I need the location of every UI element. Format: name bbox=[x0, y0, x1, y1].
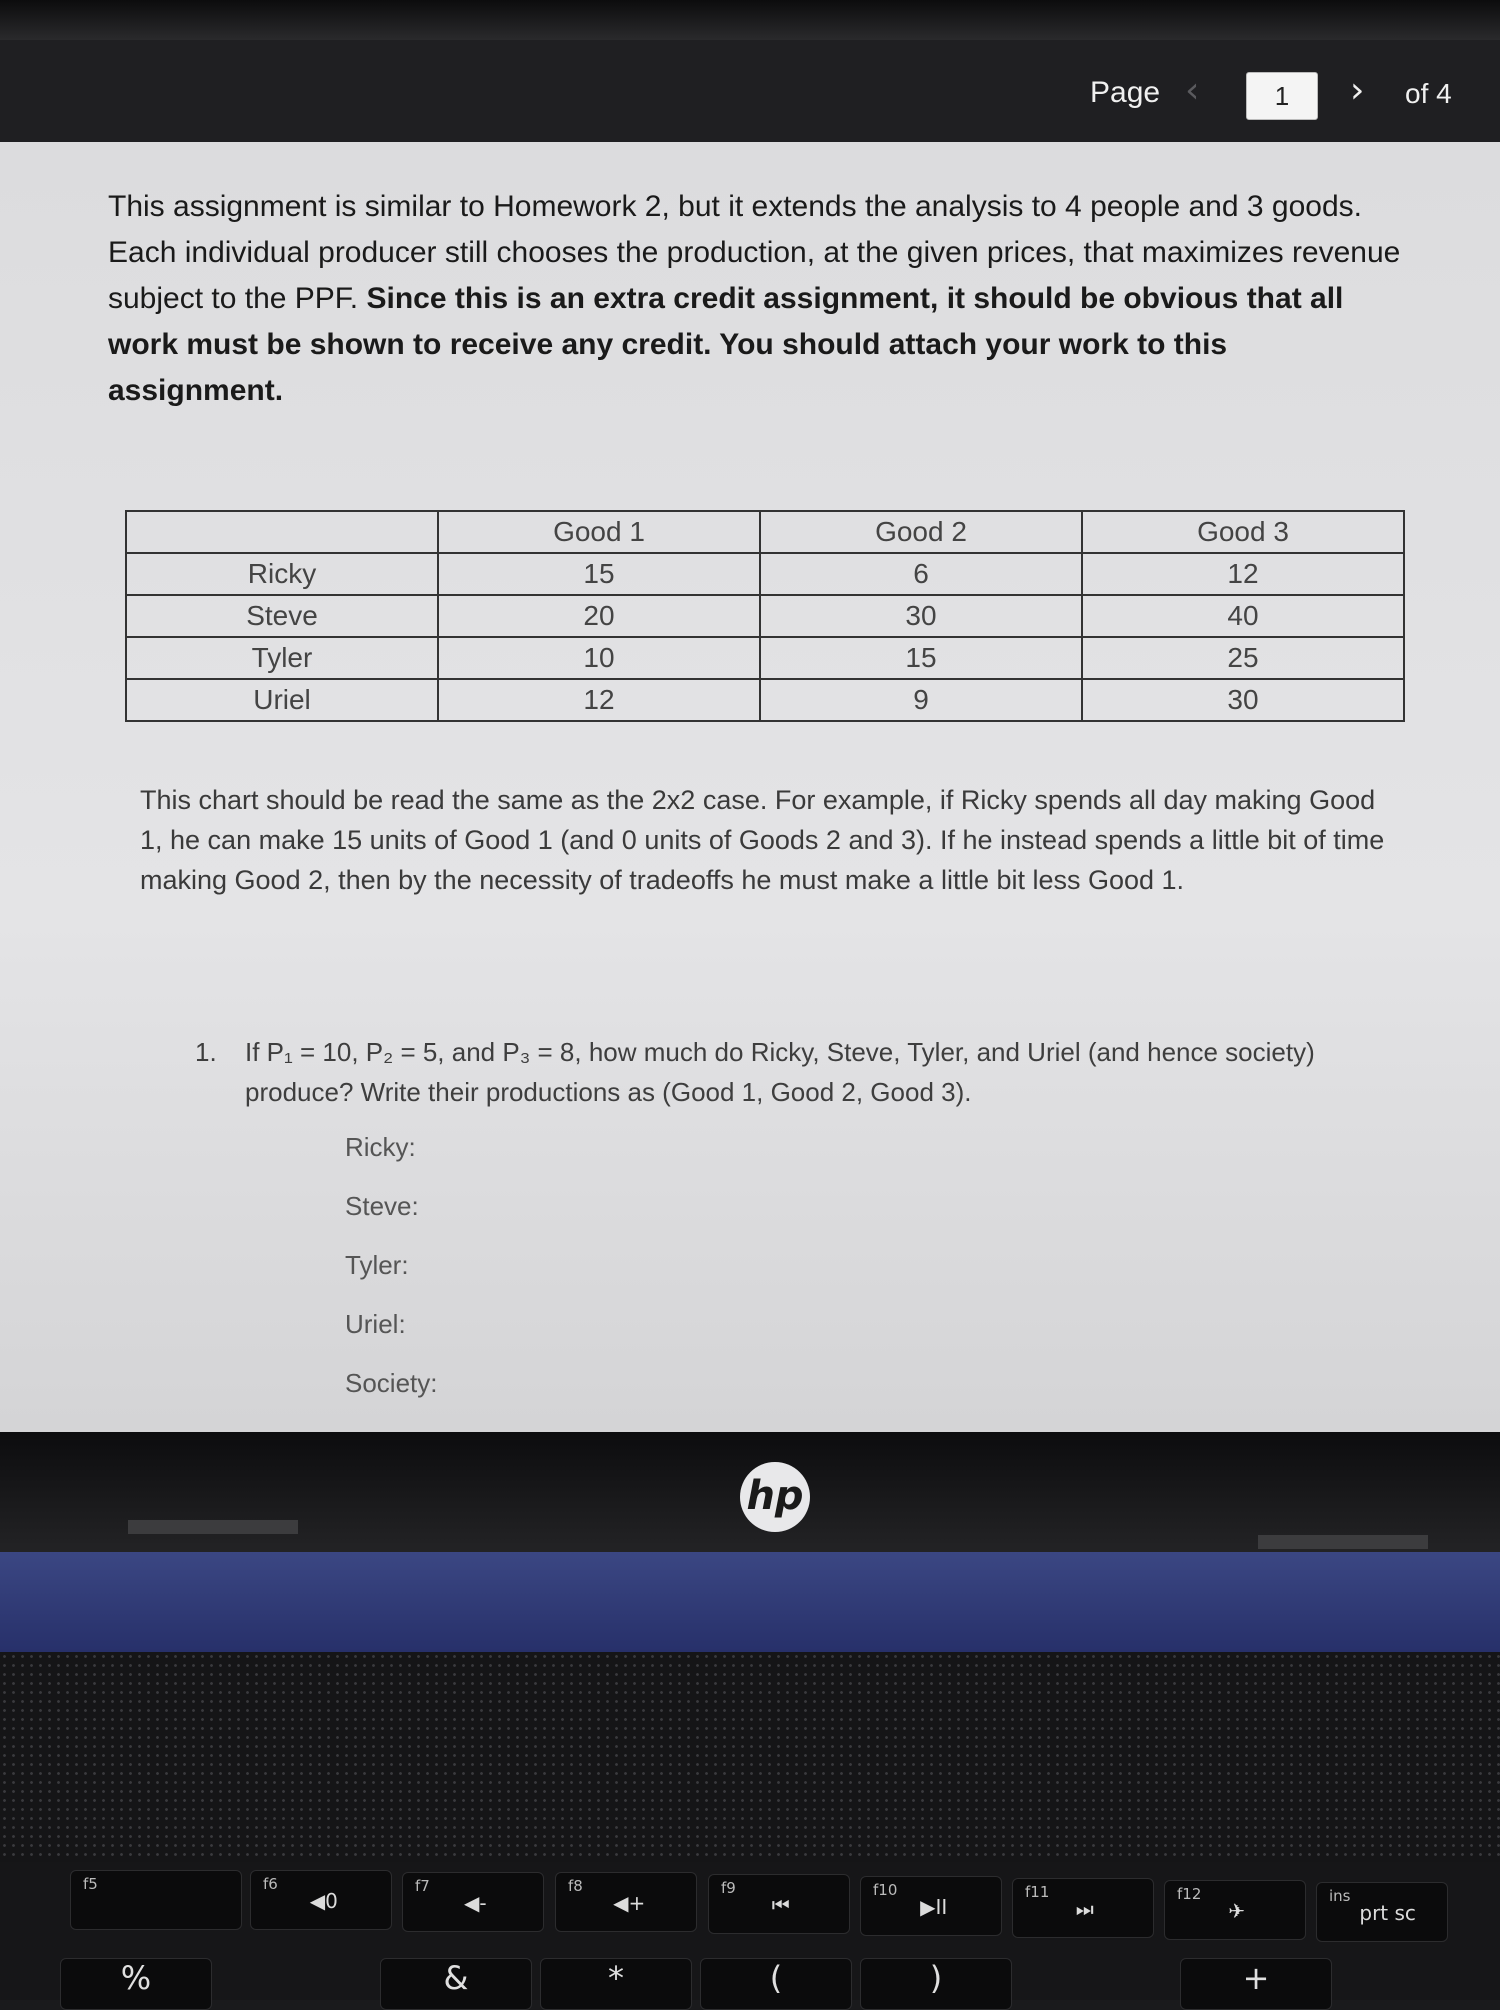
key-f10[interactable] bbox=[860, 1876, 1002, 1936]
speaker-grille bbox=[0, 1652, 1500, 1892]
table-cell: 30 bbox=[760, 595, 1082, 637]
key-label: f11 bbox=[1025, 1883, 1050, 1901]
intro-paragraph bbox=[108, 184, 1408, 414]
page-label: Page bbox=[1090, 76, 1161, 109]
chevron-right-icon[interactable]: › bbox=[1350, 70, 1365, 111]
question-1 bbox=[195, 1032, 1345, 1112]
document-page bbox=[0, 142, 1500, 1432]
person-name: Uriel bbox=[126, 679, 438, 721]
table-cell: 25 bbox=[1082, 637, 1404, 679]
answer-label-steve: Steve: bbox=[345, 1191, 419, 1221]
table-row bbox=[126, 679, 1404, 721]
key-asterisk[interactable]: * bbox=[540, 1958, 692, 2010]
key-paren-open[interactable]: ( bbox=[700, 1958, 852, 2010]
question-number: 1. bbox=[195, 1037, 217, 1067]
key-label: f7 bbox=[415, 1877, 430, 1895]
explanation-paragraph: This chart should be read the same as the 2x2 case. For example, if Ricky spends all day making Good 1, he can make 15 units of Good 1 (and 0 units of Goods 2 and 3). If he instead spends a little bit of time making Good 2, then by the necessity of tradeoffs he must make a little bit less Good 1. bbox=[140, 785, 1385, 895]
key-f8[interactable] bbox=[555, 1872, 697, 1932]
table-cell: 15 bbox=[760, 637, 1082, 679]
person-name: Tyler bbox=[126, 637, 438, 679]
hp-logo: hp bbox=[740, 1462, 810, 1532]
table-cell: 9 bbox=[760, 679, 1082, 721]
table-header-cell: Good 3 bbox=[1082, 511, 1404, 553]
key-percent[interactable]: % bbox=[60, 1958, 212, 2010]
table-cell: 12 bbox=[1082, 553, 1404, 595]
monitor-bezel-top bbox=[0, 0, 1500, 40]
answer-list bbox=[345, 1132, 438, 1427]
answer-label-society: Society: bbox=[345, 1368, 438, 1398]
table-header-cell: Good 2 bbox=[760, 511, 1082, 553]
key-f6[interactable] bbox=[250, 1870, 392, 1930]
key-label: f8 bbox=[568, 1877, 583, 1895]
table-row bbox=[126, 595, 1404, 637]
key-ampersand[interactable]: & bbox=[380, 1958, 532, 2010]
pdf-viewer-toolbar bbox=[0, 40, 1500, 142]
intro-text: This assignment is similar to Homework 2, but it extends the analysis to 4 people and 3 goods. Each individual producer still chooses the production, at the given prices, that maximizes revenue subject to the PPF. bbox=[108, 190, 1401, 315]
page-number-input[interactable]: 1 bbox=[1246, 72, 1318, 120]
key-symbol: prt sc bbox=[1359, 1901, 1416, 1925]
production-table bbox=[125, 510, 1405, 722]
key-f11[interactable] bbox=[1012, 1878, 1154, 1938]
question-text: If P₁ = 10, P₂ = 5, and P₃ = 8, how much do Ricky, Steve, Tyler, and Uriel (and hence society) produce? Write their productions as (Good 1, Good 2, Good 3). bbox=[245, 1037, 1315, 1107]
key-paren-close[interactable]: ) bbox=[860, 1958, 1012, 2010]
volume-down-icon: ◀- bbox=[463, 1891, 487, 1915]
key-label: f12 bbox=[1177, 1885, 1202, 1903]
table-header-row bbox=[126, 511, 1404, 553]
person-name: Steve bbox=[126, 595, 438, 637]
person-name: Ricky bbox=[126, 553, 438, 595]
key-ins-prtsc[interactable] bbox=[1316, 1882, 1448, 1942]
key-f7[interactable] bbox=[402, 1872, 544, 1932]
table-row bbox=[126, 637, 1404, 679]
laptop-deck-edge bbox=[0, 1552, 1500, 1652]
table-row bbox=[126, 553, 1404, 595]
previous-track-icon: ⏮ bbox=[771, 1893, 790, 1917]
next-track-icon: ⏭ bbox=[1075, 1897, 1094, 1921]
key-label: ins bbox=[1329, 1887, 1351, 1905]
intro-bold-text: Since this is an extra credit assignment, it should be obvious that all work must be shown to receive any credit. You should attach your work to this assignment. bbox=[108, 282, 1344, 407]
table-cell: 15 bbox=[438, 553, 760, 595]
key-label: f6 bbox=[263, 1875, 278, 1893]
volume-up-icon: ◀+ bbox=[613, 1891, 646, 1915]
key-label: f9 bbox=[721, 1879, 736, 1897]
key-plus[interactable]: + bbox=[1180, 1958, 1332, 2010]
chevron-left-icon[interactable]: ‹ bbox=[1185, 70, 1200, 111]
answer-label-ricky: Ricky: bbox=[345, 1132, 416, 1162]
table-cell: 6 bbox=[760, 553, 1082, 595]
key-f5[interactable] bbox=[70, 1870, 242, 1930]
mute-icon: ◀0 bbox=[309, 1889, 338, 1913]
total-pages-label: of 4 bbox=[1405, 78, 1452, 109]
table-header-cell: Good 1 bbox=[438, 511, 760, 553]
table-cell: 12 bbox=[438, 679, 760, 721]
hinge-left bbox=[128, 1520, 298, 1534]
key-f9[interactable] bbox=[708, 1874, 850, 1934]
table-cell: 30 bbox=[1082, 679, 1404, 721]
table-cell: 10 bbox=[438, 637, 760, 679]
answer-label-uriel: Uriel: bbox=[345, 1309, 406, 1339]
table-header-cell bbox=[126, 511, 438, 553]
table-cell: 40 bbox=[1082, 595, 1404, 637]
table-cell: 20 bbox=[438, 595, 760, 637]
answer-label-tyler: Tyler: bbox=[345, 1250, 409, 1280]
play-pause-icon: ▶II bbox=[920, 1895, 948, 1919]
hinge-right bbox=[1258, 1535, 1428, 1549]
airplane-icon: ✈ bbox=[1228, 1899, 1246, 1923]
key-label: f5 bbox=[83, 1875, 98, 1893]
key-f12[interactable] bbox=[1164, 1880, 1306, 1940]
key-label: f10 bbox=[873, 1881, 898, 1899]
